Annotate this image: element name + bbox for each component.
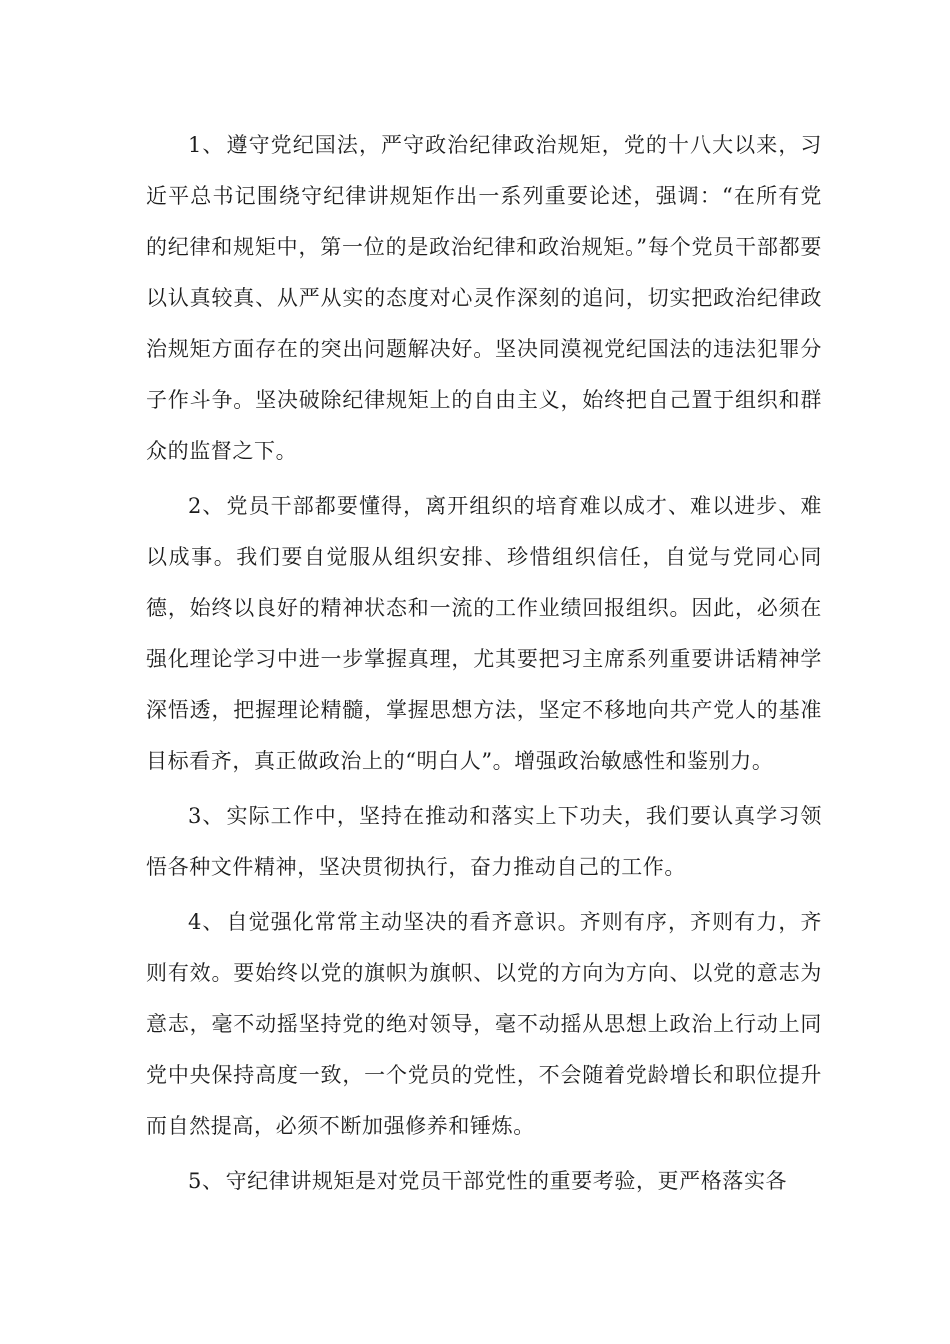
paragraph-number: 3、 xyxy=(188,804,225,828)
paragraph-text: 实际工作中，坚持在推动和落实上下功夫，我们要认真学习领悟各种文件精神，坚决贯彻执行，奋力推动自己的工作。 xyxy=(146,804,823,879)
paragraph-3 xyxy=(146,791,822,893)
paragraph-number: 2、 xyxy=(188,494,225,518)
paragraph-text: 党员干部都要懂得，离开组织的培育难以成才、难以进步、难以成事。我们要自觉服从组织安排、珍惜组织信任，自觉与党同心同德，始终以良好的精神状态和一流的工作业绩回报组织。因此，必须在强化理论学习中进一步掌握真理，尤其要把习主席系列重要讲话精神学深悟透，把握理论精髓，掌握思想方法，坚定不移地向共产党人的基准目标看齐，真正做政治上的“明白人”。增强政治敏感性和鉴别力。 xyxy=(146,494,823,773)
paragraph-number: 4、 xyxy=(188,910,225,934)
paragraph-5 xyxy=(146,1156,822,1207)
paragraph-4 xyxy=(146,897,822,1152)
paragraph-number: 1、 xyxy=(188,133,225,157)
paragraph-number: 5、 xyxy=(188,1169,224,1193)
paragraph-1 xyxy=(146,120,822,477)
paragraph-text: 自觉强化常常主动坚决的看齐意识。齐则有序，齐则有力，齐则有效。要始终以党的旗帜为旗帜、以党的方向为方向、以党的意志为意志，毫不动摇坚持党的绝对领导，毫不动摇从思想上政治上行动上同党中央保持高度一致，一个党员的党性，不会随着党龄增长和职位提升而自然提高，必须不断加强修养和锤炼。 xyxy=(146,910,823,1138)
document-body xyxy=(146,120,822,1211)
paragraph-text: 守纪律讲规矩是对党员干部党性的重要考验，更严格落实各 xyxy=(225,1169,788,1193)
paragraph-text: 遵守党纪国法，严守政治纪律政治规矩，党的十八大以来，习近平总书记围绕守纪律讲规矩作出一系列重要论述，强调：“在所有党的纪律和规矩中，第一位的是政治纪律和政治规矩。”每个党员干部都要以认真较真、从严从实的态度对心灵作深刻的追问，切实把政治纪律政治规矩方面存在的突出问题解决好。坚决同漠视党纪国法的违法犯罪分子作斗争。坚决破除纪律规矩上的自由主义，始终把自己置于组织和群众的监督之下。 xyxy=(146,133,823,463)
paragraph-2 xyxy=(146,481,822,787)
